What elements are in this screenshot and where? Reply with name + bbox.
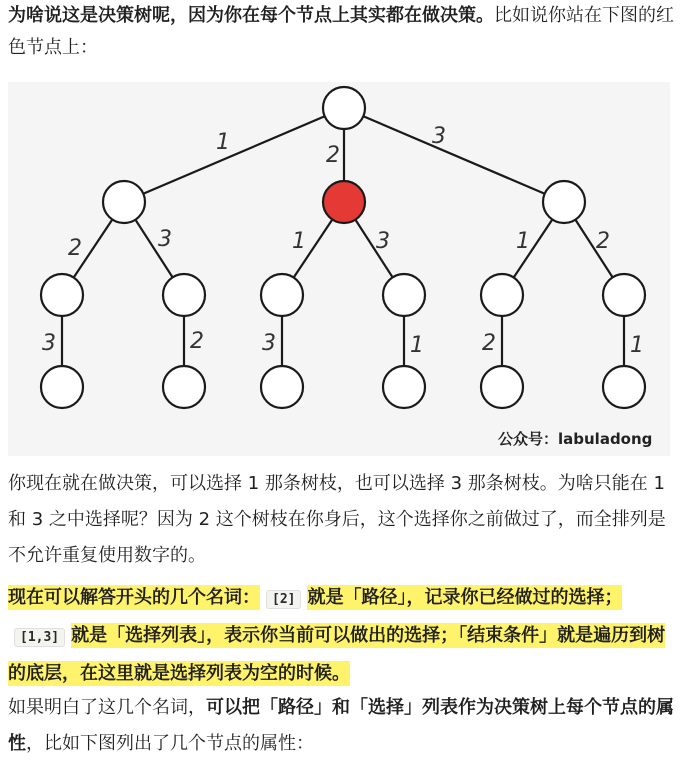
tree-node-a2 [163,274,205,316]
edge-label-b-1: 1 [292,229,306,254]
tree-node-b1 [261,274,303,316]
attributes-bold: 可以把「路径」和「选择」列表作为决策树上每个节点的属性 [8,697,674,754]
tree-leaf-a2 [163,366,205,408]
intro-bold-text: 为啥说这是决策树呢，因为你在每个节点上其实都在做决策。 [8,5,494,26]
edge-label-a2-2: 2 [190,329,204,354]
tree-node-a [103,181,145,223]
edge-label-a-3: 3 [158,227,172,252]
edge-label-root-2: 2 [326,143,340,168]
attributes-paragraph [8,690,676,762]
choices-code: [1,3] [14,628,65,647]
edge-label-c-2: 2 [596,229,610,254]
tree-node-c1 [481,274,523,316]
attributes-normal-2: ，比如下图列出了几个节点的属性： [26,733,314,754]
tree-node-b2 [383,274,425,316]
tree-leaf-b1 [261,366,303,408]
intro-normal-text: 比如说你站在下图的红色节点上： [8,5,674,58]
edge-label-b-3: 3 [376,229,390,254]
edge-label-c1-2: 2 [482,331,496,356]
intro-paragraph [8,0,676,64]
edge-label-a1-3: 3 [42,331,56,356]
tree-node-a1 [41,274,83,316]
explanation-paragraph: 你现在就在做决策，可以选择 1 那条树枝，也可以选择 3 那条树枝。为啥只能在 1 和 3 之中选择呢？因为 2 这个树枝在你身后，这个选择你之前做过了，而全排列是不允许重复使用数字的。 [8,473,666,566]
edge-label-root-3: 3 [432,124,446,149]
terms-text-1: 现在可以解答开头的几个名词： [8,587,260,608]
edge-root-c [344,108,564,202]
tree-leaf-b2 [383,366,425,408]
tree-leaf-c1 [481,366,523,408]
edge-root-a [124,108,344,202]
decision-tree-figure [8,82,670,456]
edge-label-b2-1: 1 [410,333,424,358]
edge-label-b1-3: 3 [262,331,276,356]
tree-leaf-a1 [41,366,83,408]
edge-label-root-1: 1 [216,130,230,155]
edge-label-c2-1: 1 [630,333,644,358]
decision-tree-diagram [8,82,670,456]
terms-text-3: 就是「选择列表」，表示你当前可以做出的选择；「结束条件」就是遍历到树的底层，在这里就是选择列表为空的时候。 [8,625,666,684]
attributes-normal-1: 如果明白了这几个名词， [8,697,206,718]
path-code: [2] [266,590,301,609]
tree-node-c [543,181,585,223]
edge-label-c-1: 1 [516,229,530,254]
terms-paragraph [8,580,676,692]
tree-node-b-current [323,181,365,223]
tree-node-root [323,87,365,129]
watermark: 公众号：labuladong [498,430,653,448]
tree-node-c2 [603,274,645,316]
terms-text-2: 就是「路径」，记录你已经做过的选择； [307,587,623,608]
edge-label-a-2: 2 [68,236,82,261]
tree-leaf-c2 [603,366,645,408]
